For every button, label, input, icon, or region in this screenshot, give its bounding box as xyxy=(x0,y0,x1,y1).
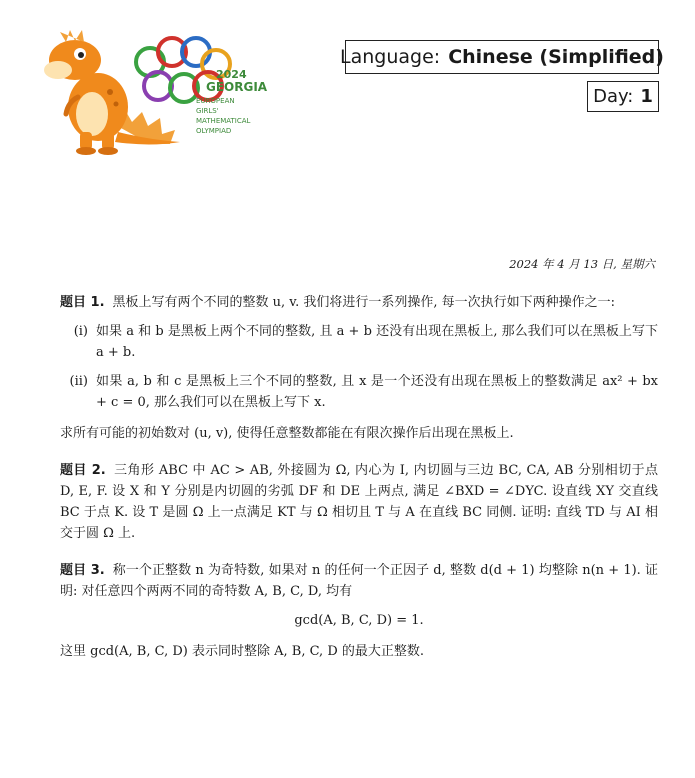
problem-3 xyxy=(60,560,658,662)
egmo-logo xyxy=(40,22,270,162)
logo-olympiad-name xyxy=(196,96,250,136)
list-item xyxy=(60,371,658,413)
logo-line: GIRLS' xyxy=(196,107,219,115)
problem-label: 题目 1. xyxy=(60,295,105,310)
problem-intro: 三角形 ABC 中 AC > AB, 外接圆为 Ω, 内心为 I, 内切圆与三边 BC, CA, AB 分别相切于点 D, E, F. 设 X 和 Y 分别是内切圆的劣弧 DF 和 DE 上两点, 满足 ∠BXD = ∠DYC. 设直线 XY 交直线 BC 于点 K. 设 T 是圆 Ω 上一点满足 KT 与 Ω 相切且 T 与 A 在直线 BC 同侧. 证明: 直线 TD 与 AI 相交于圆 Ω 上. xyxy=(60,463,659,541)
equation: gcd(A, B, C, D) = 1. xyxy=(294,613,424,628)
problem-statement xyxy=(60,292,658,313)
day-label: Day: xyxy=(593,86,634,107)
problem-1 xyxy=(60,292,658,444)
item-number: (ii) xyxy=(69,374,88,389)
logo-line: OLYMPIAD xyxy=(196,127,232,135)
operation-list xyxy=(60,321,658,413)
logo-year: 2024 xyxy=(216,68,247,81)
problem-label: 题目 2. xyxy=(60,463,106,478)
day-box xyxy=(587,81,659,112)
problem-question: 求所有可能的初始数对 (u, v), 使得任意整数都能在有限次操作后出现在黑板上. xyxy=(60,426,514,441)
item-number: (i) xyxy=(73,324,88,339)
language-value: Chinese (Simplified) xyxy=(448,46,664,68)
problem-intro: 称一个正整数 n 为奇特数, 如果对 n 的任何一个正因子 d, 整数 d(d + 1) 均整除 n(n + 1). 证明: 对任意四个两两不同的奇特数 A, B, C, D, 均有 xyxy=(60,563,658,599)
language-box xyxy=(340,40,664,74)
problem-note: 这里 gcd(A, B, C, D) 表示同时整除 A, B, C, D 的最大正整数. xyxy=(60,644,425,659)
problem-2 xyxy=(60,460,658,544)
problem-intro: 黑板上写有两个不同的整数 u, v. 我们将进行一系列操作, 每一次执行如下两种操作之一: xyxy=(112,295,615,310)
problem-list xyxy=(60,292,658,662)
logo-country: GEORGIA xyxy=(206,80,268,94)
logo-line: EUROPEAN xyxy=(196,97,235,105)
problem-label: 题目 3. xyxy=(60,563,105,578)
logo-line: MATHEMATICAL xyxy=(196,117,251,125)
item-text: 如果 a, b 和 c 是黑板上三个不同的整数, 且 x 是一个还没有出现在黑板上的整数满足 ax² + bx + c = 0, 那么我们可以在黑板上写下 x. xyxy=(96,374,658,410)
problem-statement xyxy=(60,560,658,602)
day-value: 1 xyxy=(640,86,653,107)
list-item xyxy=(60,321,658,363)
problem-statement xyxy=(60,460,658,544)
language-label: Language: xyxy=(340,46,441,68)
item-text: 如果 a 和 b 是黑板上两个不同的整数, 且 a + b 还没有出现在黑板上, 那么我们可以在黑板上写下 a + b. xyxy=(96,324,658,360)
exam-date: 2024 年 4 月 13 日, 星期六 xyxy=(509,257,655,271)
